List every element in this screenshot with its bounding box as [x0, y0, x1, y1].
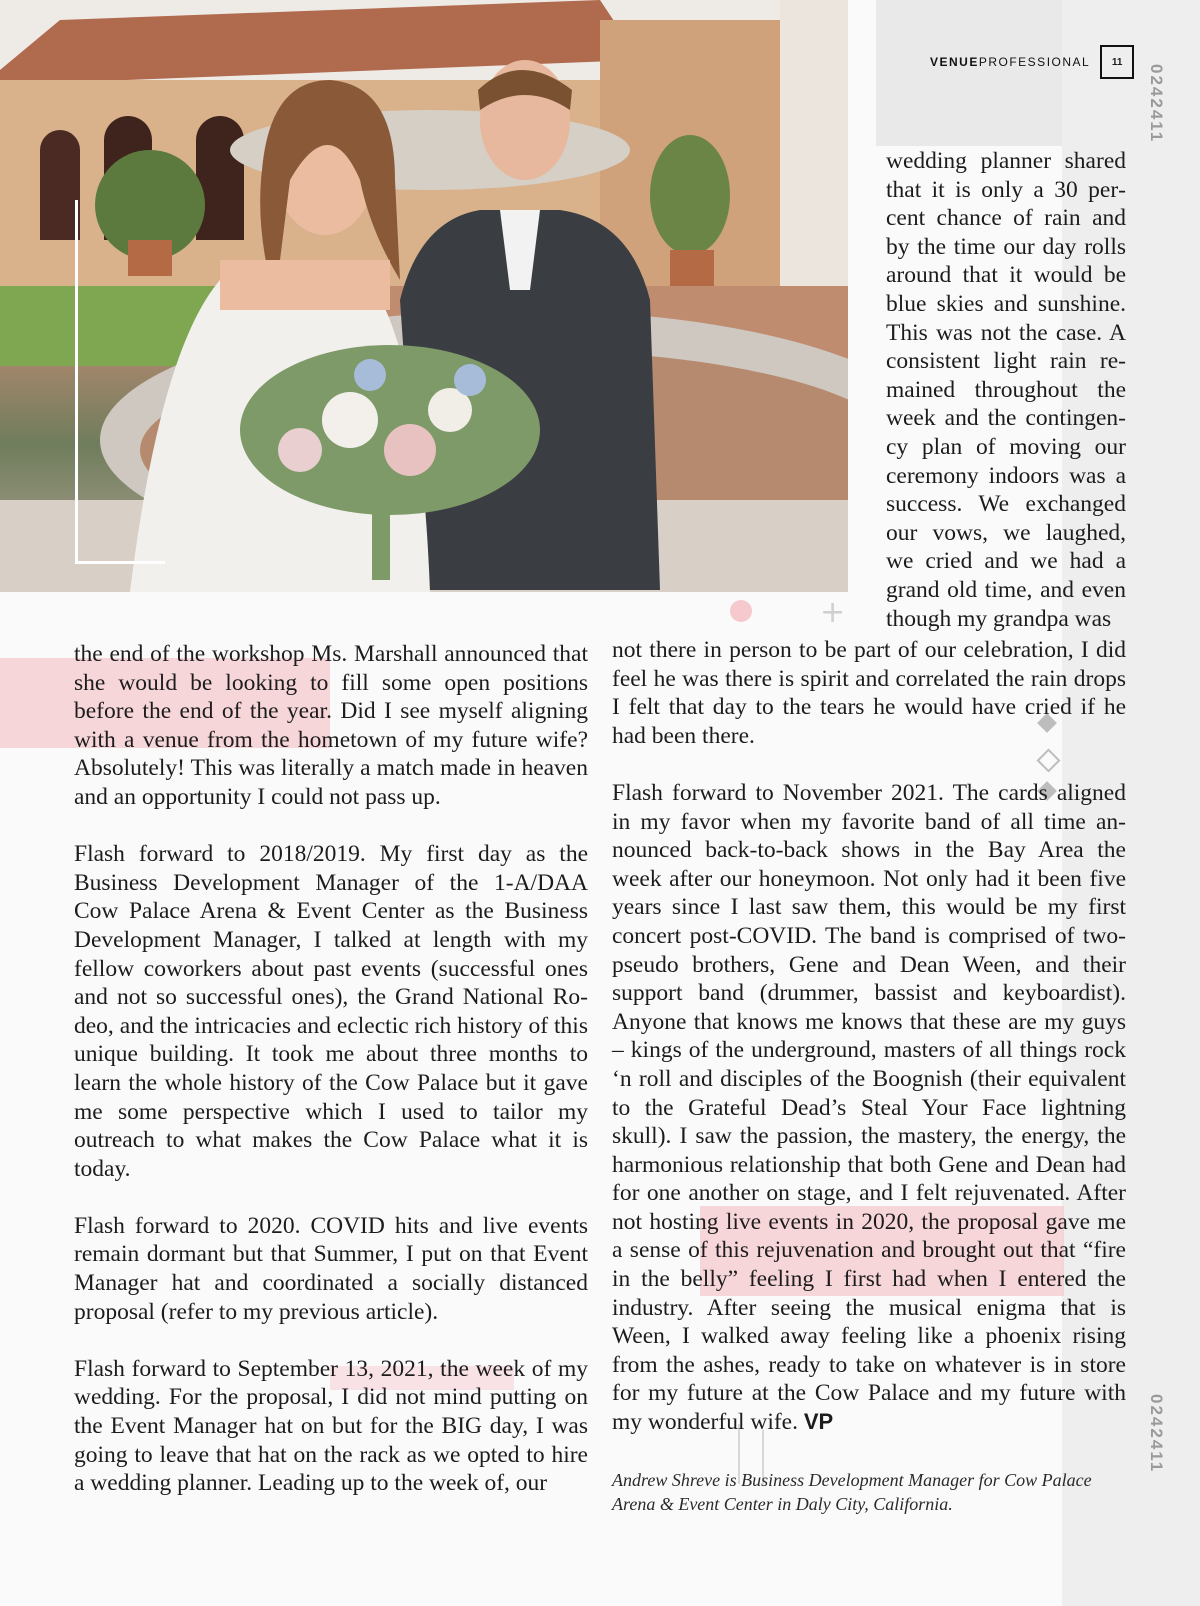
page-number: 11	[1100, 45, 1134, 79]
plus-shape: +	[820, 595, 846, 630]
magazine-brand	[930, 55, 1090, 69]
article-column-right	[612, 636, 1126, 1437]
side-code-bottom: 0242411	[1147, 1394, 1166, 1474]
photo-frame-line	[75, 561, 165, 564]
article-paragraph: the end of the workshop Ms. Marshall announced that she would be looking to fill some open positions before the end of the year. Did I see myself aligning with a venue from the hometown of my future wife? Absolutely! This was literally a match made in heaven and an opportunity I could not pass up.	[74, 641, 588, 810]
article-paragraph: not there in person to be part of our celebration, I did feel he was there is spirit and correlated the rain drops I felt that day to the tears he would have cried if he had been there.	[612, 637, 1126, 749]
side-code-top: 0242411	[1147, 64, 1166, 144]
magazine-header	[930, 44, 1134, 80]
brand-rest: PROFESSIONAL	[978, 55, 1091, 69]
article-paragraph: Flash forward to September 13, 2021, the week of my wedding. For the proposal, I did not mind putting on the Event Manager hat on but for the BIG day, I was going to leave that hat on the rack as we opted to hire a wedding planner. Leading up to the week of, our	[74, 1355, 588, 1497]
end-mark: VP	[803, 1409, 834, 1435]
article-paragraph: Flash forward to 2018/2019. My first day as the Business Development Manager of the 1-A/DAA Cow Palace Arena & Event Center as the Business Development Manager, I talked at length with my fellow coworkers about past events (successful ones and not so successful ones), the Grand National Rodeo, and the intricacies and eclectic rich history of this unique building. It took me about three months to learn the whole history of the Cow Palace but it gave me some perspective which I used to tailor my outreach to what makes the Cow Palace what it is today.	[74, 841, 588, 1182]
article-paragraph-last	[612, 779, 1126, 1437]
article-paragraph: wedding planner shared that it is only a 30 percent chance of rain and by the time our day rolls around that it would be blue skies and sunshine. This was not the case. A consistent light rain remained throughout the week and the contingency plan of moving our ceremony indoors was a success. We exchanged our vows, we laughed, we cried and we had a grand old time, and even though my grandpa was	[886, 148, 1126, 632]
wedding-photo	[0, 0, 848, 592]
article-column-right-top	[886, 147, 1126, 633]
photo-frame-line	[75, 200, 78, 564]
wedding-photo-illustration	[0, 0, 848, 592]
pink-dot	[730, 600, 752, 622]
article-paragraph-text: Flash forward to November 2021. The cards aligned in my favor when my favorite band of all time announced back-to-back shows in the Bay Area the week after our honeymoon. Not only had it been five years since I last saw them, this would be my first concert post-COVID. The band is comprised of two-pseudo brothers, Gene and Dean Ween, and their support band (drummer, bassist and keyboardist). Anyone that knows me knows that these are my guys – kings of the underground, masters of all things rock ‘n roll and disciples of the Boognish (their equivalent to the Grateful Dead’s Steal Your Face lightning skull). I saw the passion, the mastery, the energy, the harmonious relationship that both Gene and Dean had for one another on stage, and I felt rejuvenated. After not hosting live events in 2020, the proposal gave me a sense of this rejuvenation and brought out that “fire in the belly” feeling I first had when I entered the industry. After seeing the musical enigma that is Ween, I walked away feeling like a phoenix rising from the ashes, ready to take on whatever is in store for my future at the Cow Palace and my future with my wonderful wife.	[612, 779, 1126, 1436]
author-bio: Andrew Shreve is Business Development Manager for Cow Palace Arena & Event Center in Daly City, California.	[612, 1470, 1092, 1514]
brand-bold: VENUE	[930, 55, 979, 69]
article-column-left	[74, 640, 588, 1498]
article-paragraph: Flash forward to 2020. COVID hits and live events remain dormant but that Summer, I put on that Event Manager hat and coordinated a socially distanced proposal (refer to my previous article).	[74, 1212, 588, 1325]
